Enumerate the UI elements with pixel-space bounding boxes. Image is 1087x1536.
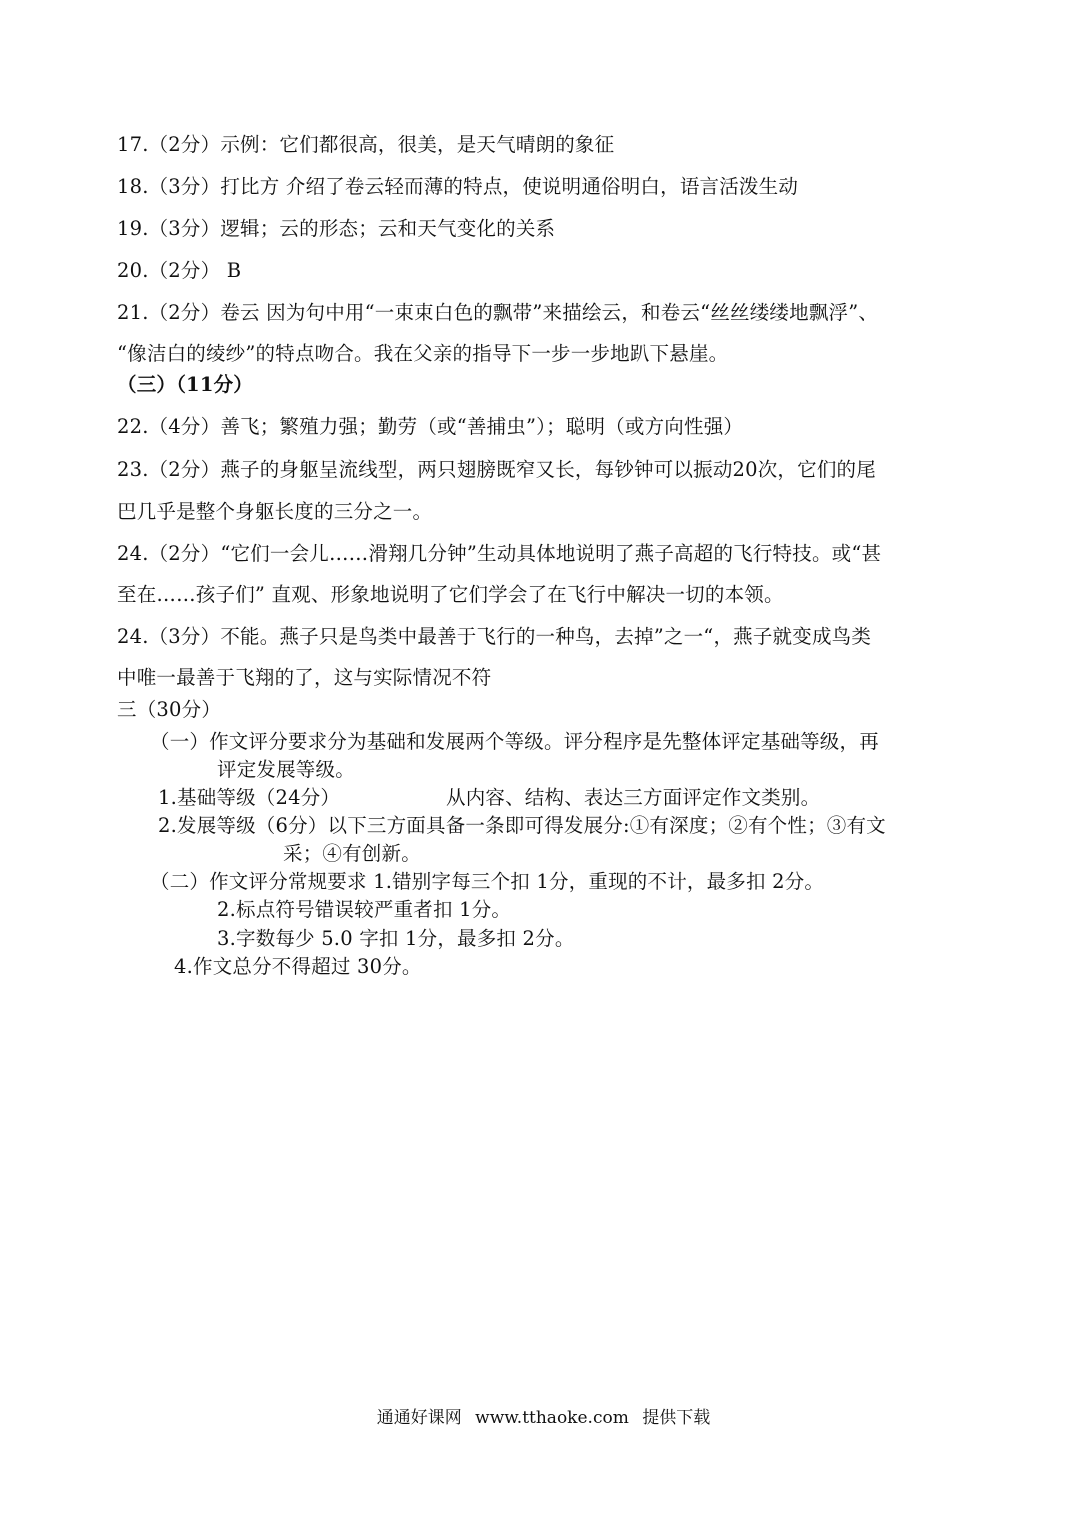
answer-24a-line2: 至在……孩子们” 直观、形象地说明了它们学会了在飞行中解决一切的本领。 (117, 583, 784, 606)
answer-18: 18.（3分）打比方 介绍了卷云轻而薄的特点，使说明通俗明白，语言活泼生动 (117, 175, 799, 198)
footer-action: 提供下载 (642, 1408, 711, 1428)
rule-punctuation: 2.标点符号错误较严重者扣 1分。 (217, 898, 512, 921)
composition-part1-line2: 评定发展等级。 (217, 758, 355, 781)
rule-word-count: 3.字数每少 5.0 字扣 1分，最多扣 2分。 (217, 927, 575, 950)
answer-24a-line1: 24.（2分）“它们一会儿……滑翔几分钟”生动具体地说明了燕子高超的飞行特技。或“甚 (117, 542, 882, 565)
answer-23-line1: 23.（2分）燕子的身躯呈流线型，两只翅膀既窄又长，每钞钟可以振动20次，它们的尾 (117, 458, 876, 481)
answer-21-line2: “像洁白的绫纱”的特点吻合。我在父亲的指导下一步一步地趴下悬崖。 (117, 342, 729, 365)
answer-23-line2: 巴几乎是整个身躯长度的三分之一。 (117, 500, 433, 523)
development-level-line1: 2.发展等级（6分）以下三方面具备一条即可得发展分:①有深度；②有个性；③有文 (158, 814, 886, 837)
answer-24b-line2: 中唯一最善于飞翔的了，这与实际情况不符 (117, 666, 492, 689)
answer-20: 20.（2分） B (117, 259, 242, 282)
composition-part1-line1: （一）作文评分要求分为基础和发展两个等级。评分程序是先整体评定基础等级，再 (150, 730, 879, 753)
basic-level-label: 1.基础等级（24分） (158, 786, 341, 809)
composition-heading: 三（30分） (117, 698, 222, 721)
section-3-heading: （三）（11分） (117, 373, 253, 396)
answer-24b-line1: 24.（3分）不能。燕子只是鸟类中最善于飞行的一种鸟，去掉”之一“，燕子就变成鸟类 (117, 625, 872, 648)
answer-19: 19.（3分）逻辑；云的形态；云和天气变化的关系 (117, 217, 556, 240)
footer-url[interactable]: www.tthaoke.com (475, 1408, 629, 1428)
answer-21-line1: 21.（2分）卷云 因为句中用“一束束白色的飘带”来描绘云，和卷云“丝丝缕缕地飘浮”、 (117, 301, 879, 324)
composition-part2-line1: （二）作文评分常规要求 1.错别字每三个扣 1分，重现的不计，最多扣 2分。 (150, 870, 825, 893)
development-level-line2: 采；④有创新。 (283, 842, 421, 865)
basic-level-text: 从内容、结构、表达三方面评定作文类别。 (446, 786, 821, 809)
answer-17: 17.（2分）示例：它们都很高，很美，是天气晴朗的象征 (117, 133, 615, 156)
answer-22: 22.（4分）善飞；繁殖力强；勤劳（或“善捕虫”）；聪明（或方向性强） (117, 415, 744, 438)
rule-total-score: 4.作文总分不得超过 30分。 (174, 955, 422, 978)
footer-site-name: 通通好课网 (376, 1408, 462, 1428)
page-footer (0, 1406, 1087, 1430)
